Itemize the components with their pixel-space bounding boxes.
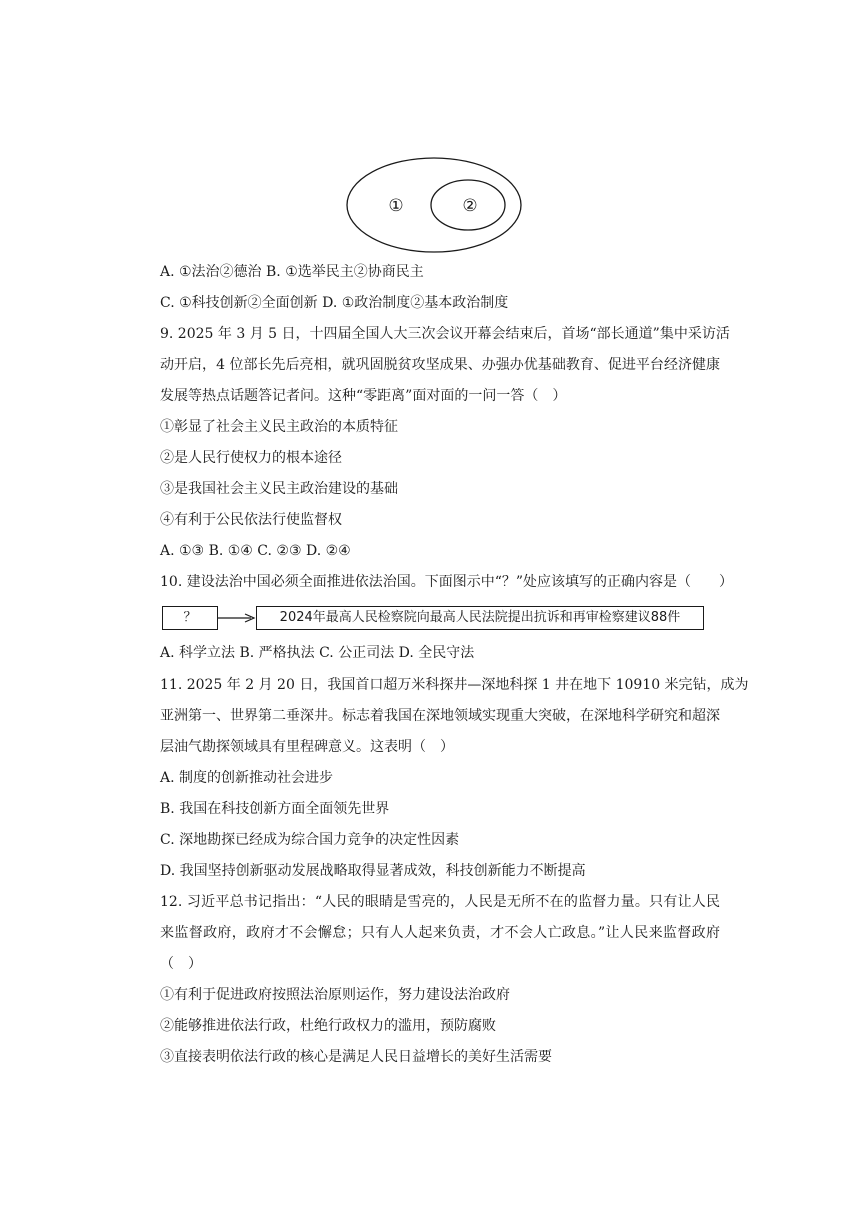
q9-options: A. ①③ B. ①④ C. ②③ D. ②④ [160, 543, 351, 559]
q9-stem-line3: 发展等热点话题答记者问。这种“零距离”面对面的一问一答（ ） [160, 388, 567, 404]
q10-options: A. 科学立法 B. 严格执法 C. 公正司法 D. 全民守法 [160, 645, 475, 661]
q9-stem-line1: 9. 2025 年 3 月 5 日，十四届全国人大三次会议开幕会结束后，首场“部长通道”集中采访活 [160, 326, 730, 342]
q11-option-d: D. 我国坚持创新驱动发展战略取得显著成效，科技创新能力不断提高 [160, 863, 586, 879]
q12-item-1: ①有利于促进政府按照法治原则运作，努力建设法治政府 [160, 987, 510, 1003]
q9-item-1: ①彰显了社会主义民主政治的本质特征 [160, 419, 398, 435]
q9-item-3: ③是我国社会主义民主政治建设的基础 [160, 481, 398, 497]
venn-inner-label: ② [462, 196, 478, 216]
q12-stem-line2: 来监督政府，政府才不会懈怠；只有人人起来负责，才不会人亡政息。”让人民来监督政府 [160, 925, 720, 941]
q10-stem: 10. 建设法治中国必须全面推进依法治国。下面图示中“？”处应该填写的正确内容是（ ） [160, 574, 734, 590]
venn-outer-ellipse [347, 158, 521, 252]
q9-stem-line2: 动开启，4 位部长先后亮相，就巩固脱贫攻坚成果、办强办优基础教育、促进平台经济健康 [160, 357, 720, 373]
q11-option-a: A. 制度的创新推动社会进步 [160, 770, 334, 786]
venn-inner-ellipse [431, 180, 505, 230]
venn-outer-label: ① [388, 196, 404, 216]
q11-option-c: C. 深地勘探已经成为综合国力竞争的决定性因素 [160, 832, 460, 848]
q11-stem-line1: 11. 2025 年 2 月 20 日，我国首口超万米科探井—深地科探 1 井在地下 10910 米完钻，成为 [160, 677, 749, 693]
q8-options-line1: A. ①法治②德治 B. ①选举民主②协商民主 [160, 264, 424, 280]
q12-item-3: ③直接表明依法行政的核心是满足人民日益增长的美好生活需要 [160, 1049, 552, 1065]
q9-item-2: ②是人民行使权力的根本途径 [160, 450, 342, 466]
q10-fact-box: 2024年最高人民检察院向最高人民法院提出抗诉和再审检察建议88件 [256, 606, 704, 630]
q8-options-line2: C. ①科技创新②全面创新 D. ①政治制度②基本政治制度 [160, 295, 509, 311]
q11-option-b: B. 我国在科技创新方面全面领先世界 [160, 801, 390, 817]
q11-stem-line2: 亚洲第一、世界第二垂深井。标志着我国在深地领域实现重大突破，在深地科学研究和超深 [160, 708, 720, 724]
q10-arrow-icon [218, 606, 258, 630]
q12-item-2: ②能够推进依法行政，杜绝行政权力的滥用，预防腐败 [160, 1018, 496, 1034]
q10-question-box: ？ [162, 606, 218, 630]
q12-stem-line3: （ ） [160, 956, 202, 972]
q12-stem-line1: 12. 习近平总书记指出：“人民的眼睛是雪亮的，人民是无所不在的监督力量。只有让人民 [160, 894, 720, 910]
q11-stem-line3: 层油气勘探领域具有里程碑意义。这表明（ ） [160, 739, 454, 755]
q9-item-4: ④有利于公民依法行使监督权 [160, 512, 342, 528]
